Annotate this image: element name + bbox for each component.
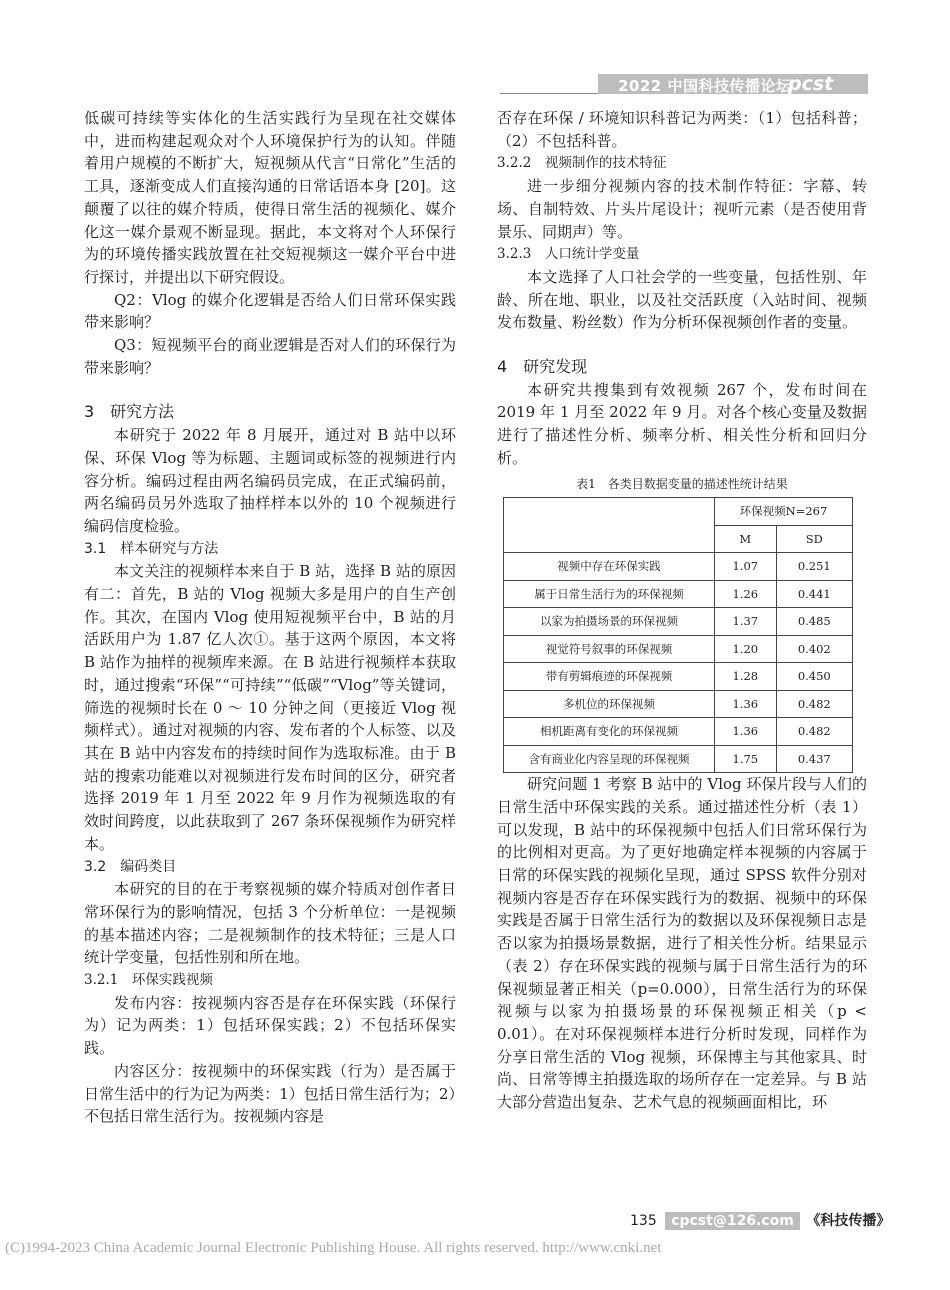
paragraph: 本文关注的视频样本来自于 B 站，选择 B 站的原因有二：首先，B 站的 Vlog 视频大多是用户的自生产创作。其次，在国内 Vlog 使用短视频平台中，B 站的月活跃用户为 1.87 亿人次①。基于这两个原因，本文将 B 站作为抽样的视频库来源。在 B 站进行视频样本获取时，通过搜索“环保”“可持续”“低碳”“Vlog”等关键词，筛选的视频时长在 0 ～ 10 分钟之间（更接近 Vlog 视频样式）。通过对视频的内容、发布者的个人标签、以及其在 B 站中内容发布的持续时间作为选取标准。由于 B 站的搜索功能难以对视频进行发布时间的区分，研究者选择 2019 年 1 月至 2022 年 9 月作为视频选取的有效时间跨度，以此获取到了 267 条环保视频作为研究样本。 [84,562,456,853]
copyright-line: (C)1994-2023 China Academic Journal Electronic Publishing House. All rights reserved. http://www.cnki.net [5,1240,662,1256]
table-row [504,745,853,773]
table-cell-sd: 0.482 [776,690,852,718]
section-heading: 4 研究发现 [497,357,588,377]
table-cell-label: 视觉符号叙事的环保视频 [504,635,715,663]
descriptive-stats-table [503,497,853,773]
table-row [504,553,853,581]
table-cell-label: 视频中存在环保实践 [504,553,715,581]
table-cell-m: 1.36 [715,718,777,746]
paragraph: Q3：短视频平台的商业逻辑是否对人们的环保行为带来影响？ [84,336,456,377]
paragraph: 低碳可持续等实体化的生活实践行为呈现在社交媒体中，进而构建起观众对个人环境保护行为的认知。伴随着用户规模的不断扩大，短视频从代言“日常化”生活的工具，逐渐变成人们直接沟通的日常话语本身 [20]。这颠覆了以往的媒介特质，使得日常生活的视频化、媒介化这一媒介景观不断显现。据此，本文将对个人环保行为的环境传播实践放置在社交短视频这一媒介平台中进行探讨，并提出以下研究假设。 [84,109,456,286]
table-cell-m: 1.28 [715,663,777,691]
table-col-sd: SD [776,525,852,553]
table-col-m: M [715,525,777,553]
table-row [504,718,853,746]
table-cell-label: 以家为拍摄场景的环保视频 [504,608,715,636]
paragraph: 否存在环保 / 环境知识科普记为两类：（1）包括科普；（2）不包括科普。 [497,109,867,150]
subsubsection-heading: 3.2.2 视频制作的技术特征 [497,155,667,172]
section-gap [497,334,867,356]
table-cell-m: 1.75 [715,745,777,773]
paragraph: 进一步细分视频内容的技术制作特征：字幕、转场、自制特效、片头片尾设计；视听元素（是否使用背景乐、同期声）等。 [497,177,867,241]
table-row [504,690,853,718]
left-column [84,107,456,1128]
table-cell-sd: 0.482 [776,718,852,746]
paragraph: 本研究于 2022 年 8 月展开，通过对 B 站中以环保、环保 Vlog 等为标题、主题词或标签的视频进行内容分析。编码过程由两名编码员完成，在正式编码前，两名编码员另外选取了抽样样本以外的 10 个视频进行编码信度检验。 [84,426,456,535]
table-cell-m: 1.26 [715,580,777,608]
table-cell-sd: 0.441 [776,580,852,608]
table-corner [504,498,715,553]
subsubsection-heading: 3.2.3 人口统计学变量 [497,246,640,263]
table-cell-m: 1.37 [715,608,777,636]
pcst-logo: pcst [788,73,834,95]
section-gap [84,379,456,401]
table-cell-sd: 0.485 [776,608,852,636]
paragraph: 本研究的目的在于考察视频的媒介特质对创作者日常环保行为的影响情况，包括 3 个分析单位：一是视频的基本描述内容；二是视频制作的技术特征；三是人口统计学变量，包括性别和所在地。 [84,880,456,967]
table-row [504,608,853,636]
page-footer [630,1210,890,1230]
paragraph: 内容区分：按视频中的环保实践（行为）是否属于日常生活中的行为记为两类：1）包括日常生活行为；2）不包括日常生活行为。按视频内容是 [84,1061,456,1126]
table-cell-label: 属于日常生活行为的环保视频 [504,580,715,608]
table-cell-label: 带有剪辑痕迹的环保视频 [504,663,715,691]
table-cell-m: 1.20 [715,635,777,663]
table-row [504,663,853,691]
table-group-header: 环保视频N=267 [715,498,853,526]
header-title: 2022 中国科技传播论坛 [618,77,792,95]
table-cell-label: 含有商业化内容呈现的环保视频 [504,745,715,773]
table-row [504,580,853,608]
table-cell-sd: 0.402 [776,635,852,663]
page-number: 135 [630,1213,657,1229]
subsection-heading: 3.2 编码类目 [84,858,177,875]
table-cell-m: 1.07 [715,553,777,581]
table-cell-sd: 0.251 [776,553,852,581]
paragraph: 发布内容：按视频内容否是存在环保实践（环保行为）记为两类：1）包括环保实践；2）不包括环保实践。 [84,993,456,1058]
paragraph: 本文选择了人口社会学的一些变量，包括性别、年龄、所在地、职业，以及社交活跃度（入站时间、视频发布数量、粉丝数）作为分析环保视频创作者的变量。 [497,267,867,332]
table-row [504,635,853,663]
table-cell-m: 1.36 [715,690,777,718]
section-heading: 3 研究方法 [84,402,175,422]
subsection-heading: 3.1 样本研究与方法 [84,540,219,557]
table-cell-label: 多机位的环保视频 [504,690,715,718]
table-cell-sd: 0.437 [776,745,852,773]
journal-name: 《科技传播》 [806,1213,891,1229]
paragraph: 本研究共搜集到有效视频 267 个，发布时间在 2019 年 1 月至 2022 年 9 月。对各个核心变量及数据进行了描述性分析、频率分析、相关性分析和回归分析。 [497,380,867,467]
table-caption: 表1 各类目数据变量的描述性统计结果 [576,476,788,491]
subsubsection-heading: 3.2.1 环保实践视频 [84,972,213,989]
right-column [497,107,867,1114]
table-cell-label: 相机距离有变化的环保视频 [504,718,715,746]
table-cell-sd: 0.450 [776,663,852,691]
paragraph: Q2：Vlog 的媒介化逻辑是否给人们日常环保实践带来影响？ [84,290,456,332]
journal-email: cpcst@126.com [665,1212,800,1230]
paragraph: 研究问题 1 考察 B 站中的 Vlog 环保片段与人们的日常生活中环保实践的关系。通过描述性分析（表 1）可以发现，B 站中的环保视频中包括人们日常环保行为的比例相对更高。为了更好地确定样本视频的内容属于日常的环保实践的视频化呈现，通过 SPSS 软件分别对视频内容是否存在环保实践行为的数据、视频中的环保实践是否属于日常生活行为的数据以及环保视频日志是否以家为拍摄场景数据，进行了相关性分析。结果显示（表 2）存在环保实践的视频与属于日常生活行为的环保视频显著正相关（p=0.000），日常生活行为的环保视频与以家为拍摄场景的环保视频正相关（p < 0.01）。在对环保视频样本进行分析时发现，同样作为分享日常生活的 Vlog 视频，环保博主与其他家具、时尚、日常等博主拍摄选取的场所存在一定差异。与 B 站大部分营造出复杂、艺术气息的视频画面相比，环 [497,775,867,1112]
